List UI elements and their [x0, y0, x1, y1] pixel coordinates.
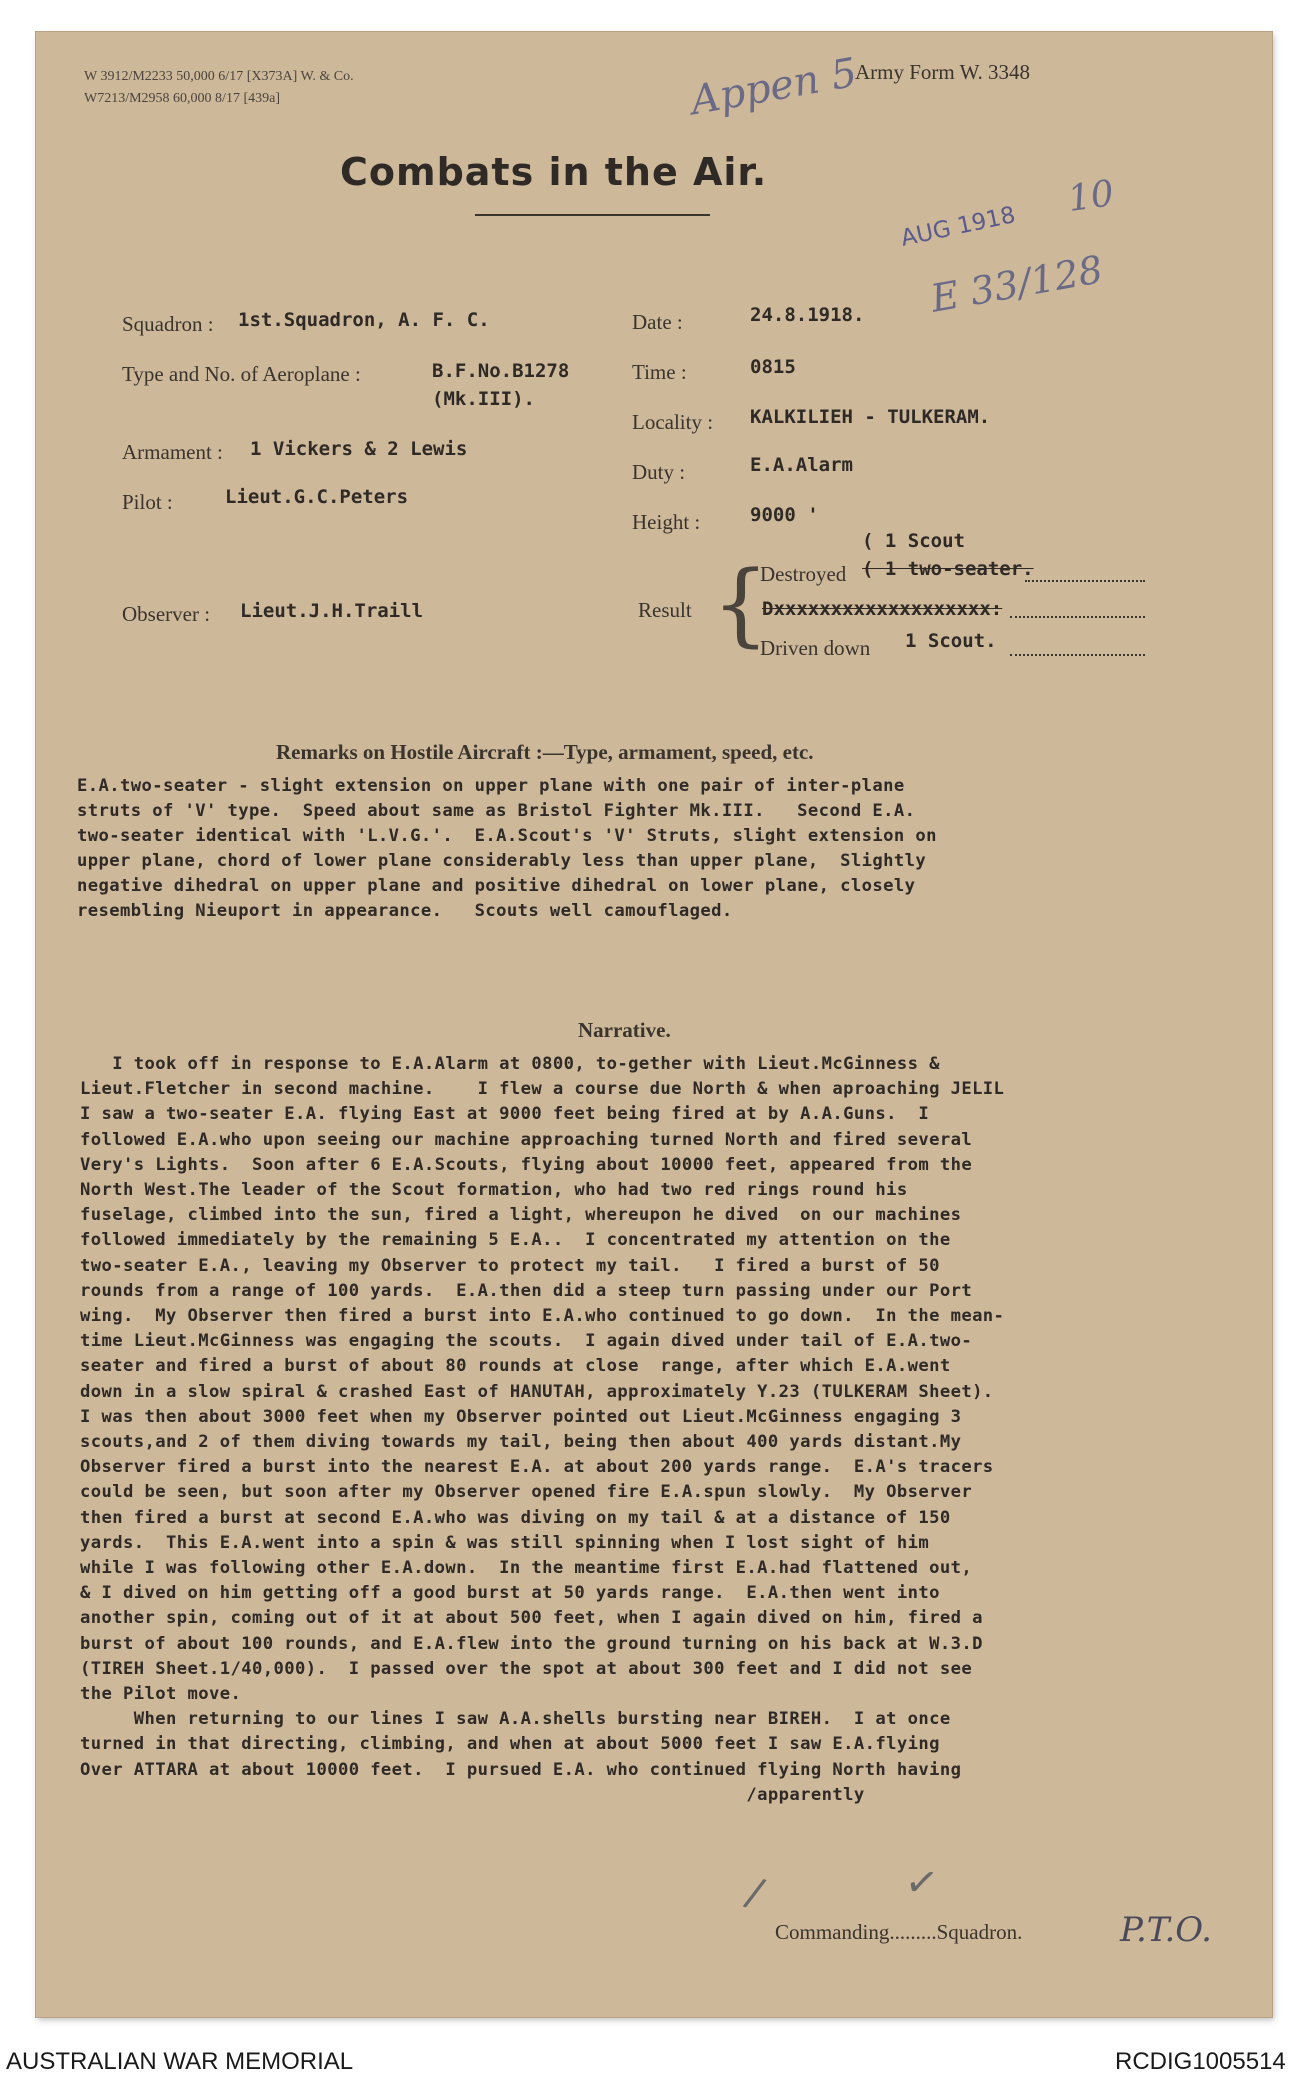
driven-down-dots [1010, 652, 1145, 656]
remarks-line: struts of 'V' type. Speed about same as Bristol Fighter Mk.III. Second E.A. [77, 801, 916, 821]
narrative-line: followed immediately by the remaining 5 E.A.. I concentrated my attention on the [80, 1230, 951, 1251]
handwritten-reference: E 33/128 [927, 247, 1107, 321]
form-name: Army Form W. 3348 [855, 60, 1031, 84]
locality-value: KALKILIEH - TULKERAM. [750, 406, 991, 428]
struck-line-dots [1010, 614, 1145, 618]
destroyed-label: Destroyed [760, 562, 847, 586]
duty-label: Duty : [632, 460, 686, 484]
narrative-line: the Pilot move. [80, 1684, 242, 1705]
narrative-line: I took off in response to E.A.Alarm at 0800, to-gether with Lieut.McGinness & [80, 1054, 940, 1074]
date-stamp: AUG 1918 [898, 202, 1018, 252]
armament-label: Armament : [122, 440, 223, 464]
caption-left: AUSTRALIAN WAR MEMORIAL [6, 2048, 354, 2075]
result-label: Result [638, 598, 692, 622]
page-title: Combats in the Air. [340, 150, 768, 194]
title-rule [475, 214, 710, 216]
narrative-line: down in a slow spiral & crashed East of HANUTAH, approximately Y.23 (TULKERAM Sheet). [80, 1381, 994, 1402]
struck-result-line: Dxxxxxxxxxxxxxxxxxxx: [762, 598, 1003, 620]
remarks-line: resembling Nieuport in appearance. Scouts well camouflaged. [77, 901, 733, 921]
observer-value: Lieut.J.H.Traill [240, 600, 424, 622]
form-code-line-1: W 3912/M2233 50,000 6/17 [X373A] W. & Co. [84, 69, 354, 84]
remarks-line: E.A.two-seater - slight extension on upper plane with one pair of inter-plane [77, 776, 905, 796]
time-label: Time : [632, 360, 687, 384]
pilot-value: Lieut.G.C.Peters [225, 486, 409, 508]
narrative-line: scouts,and 2 of them diving towards my tail, being then about 400 yards distant.My [80, 1432, 962, 1453]
narrative-line: Lieut.Fletcher in second machine. I flew a course due North & when aproaching JELIL [80, 1079, 1005, 1100]
remarks-line: two-seater identical with 'L.V.G.'. E.A.Scout's 'V' Struts, slight extension on [77, 826, 937, 846]
narrative-line: another spin, coming out of it at about 500 feet, when I again dived on him, fired a [80, 1608, 983, 1629]
remarks-line: negative dihedral on upper plane and positive dihedral on lower plane, closely [77, 876, 916, 896]
narrative-line: (TIREH Sheet.1/40,000). I passed over the spot at about 300 feet and I did not see [80, 1658, 973, 1679]
tick-mark-2: ✓ [901, 1857, 942, 1909]
narrative-line: turned in that directing, climbing, and when at about 5000 feet I saw E.A.flying [80, 1734, 940, 1755]
aeroplane-value-2: (Mk.III). [432, 388, 535, 410]
aeroplane-label: Type and No. of Aeroplane : [122, 362, 361, 386]
remarks-heading: Remarks on Hostile Aircraft :—Type, armament, speed, etc. [276, 740, 814, 764]
narrative-line: I saw a two-seater E.A. flying East at 9000 feet being fired at by A.A.Guns. I [80, 1104, 930, 1125]
handwritten-pto: P.T.O. [1120, 1910, 1212, 1950]
commanding-line: Commanding.........Squadron. [775, 1920, 1023, 1944]
narrative-line: time Lieut.McGinness was engaging the scouts. I again dived under tail of E.A.two- [80, 1331, 973, 1352]
remarks-text [77, 774, 937, 924]
narrative-text [80, 1052, 1004, 1808]
narrative-line: When returning to our lines I saw A.A.shells bursting near BIREH. I at once [80, 1709, 951, 1730]
date-label: Date : [632, 310, 683, 334]
narrative-line: fuselage, climbed into the sun, fired a light, whereupon he dived on our machines [80, 1205, 962, 1226]
narrative-line: & I dived on him getting off a good burst at 50 yards range. E.A.then went into [80, 1583, 940, 1604]
narrative-line: seater and fired a burst of about 80 rounds at close range, after which E.A.went [80, 1356, 951, 1377]
narrative-line: /apparently [80, 1784, 865, 1805]
observer-label: Observer : [122, 602, 211, 626]
narrative-line: Over ATTARA at about 10000 feet. I pursued E.A. who continued flying North having [80, 1759, 962, 1780]
armament-value: 1 Vickers & 2 Lewis [250, 438, 468, 460]
narrative-line: burst of about 100 rounds, and E.A.flew into the ground turning on his back at W.3.D [80, 1633, 983, 1654]
narrative-line: followed E.A.who upon seeing our machine approaching turned North and fired several [80, 1129, 973, 1150]
tick-mark-1: / [740, 1869, 769, 1917]
narrative-line: wing. My Observer then fired a burst into E.A.who continued to go down. In the mean- [80, 1306, 1005, 1327]
narrative-heading: Narrative. [578, 1018, 671, 1042]
form-code-line-2: W7213/M2958 60,000 8/17 [439a] [84, 91, 280, 106]
destroyed-value-2: ( 1 two-seater. [862, 558, 1034, 580]
destroyed-value-1: ( 1 Scout [862, 530, 965, 552]
remarks-line: upper plane, chord of lower plane considerably less than upper plane, Slightly [77, 851, 927, 871]
pilot-label: Pilot : [122, 490, 173, 514]
result-brace: { [712, 552, 770, 657]
narrative-line: Very's Lights. Soon after 6 E.A.Scouts, flying about 10000 feet, appeared from the [80, 1154, 973, 1175]
caption-right: RCDIG1005514 [1115, 2048, 1286, 2075]
narrative-line: could be seen, but soon after my Observer opened fire E.A.spun slowly. My Observer [80, 1482, 973, 1503]
narrative-line: rounds from a range of 100 yards. E.A.then did a steep turn passing under our Port [80, 1280, 973, 1301]
handwritten-number: 10 [1065, 173, 1117, 220]
handwritten-appendix: Appen 5 [687, 49, 861, 125]
height-label: Height : [632, 510, 701, 534]
time-value: 0815 [750, 356, 796, 378]
narrative-line: then fired a burst at second E.A.who was diving on my tail & at a distance of 150 [80, 1507, 951, 1528]
squadron-label: Squadron : [122, 312, 214, 336]
duty-value: E.A.Alarm [750, 454, 853, 476]
narrative-line: while I was following other E.A.down. In the meantime first E.A.had flattened out, [80, 1558, 973, 1579]
height-value: 9000 ' [750, 504, 819, 526]
narrative-line: yards. This E.A.went into a spin & was still spinning when I lost sight of him [80, 1532, 930, 1553]
narrative-line: I was then about 3000 feet when my Observer pointed out Lieut.McGinness engaging 3 [80, 1406, 962, 1427]
narrative-line: North West.The leader of the Scout formation, who had two red rings round his [80, 1180, 908, 1201]
form-codes [84, 66, 354, 110]
narrative-line: two-seater E.A., leaving my Observer to protect my tail. I fired a burst of 50 [80, 1255, 940, 1276]
driven-down-value: 1 Scout. [905, 630, 997, 652]
aeroplane-value-1: B.F.No.B1278 [432, 360, 570, 382]
locality-label: Locality : [632, 410, 714, 434]
squadron-value: 1st.Squadron, A. F. C. [238, 309, 490, 331]
narrative-line: Observer fired a burst into the nearest E.A. at about 200 yards range. E.A's tracers [80, 1457, 994, 1478]
destroyed-dots [1025, 578, 1145, 582]
driven-down-label: Driven down [760, 636, 871, 660]
date-value: 24.8.1918. [750, 304, 865, 326]
